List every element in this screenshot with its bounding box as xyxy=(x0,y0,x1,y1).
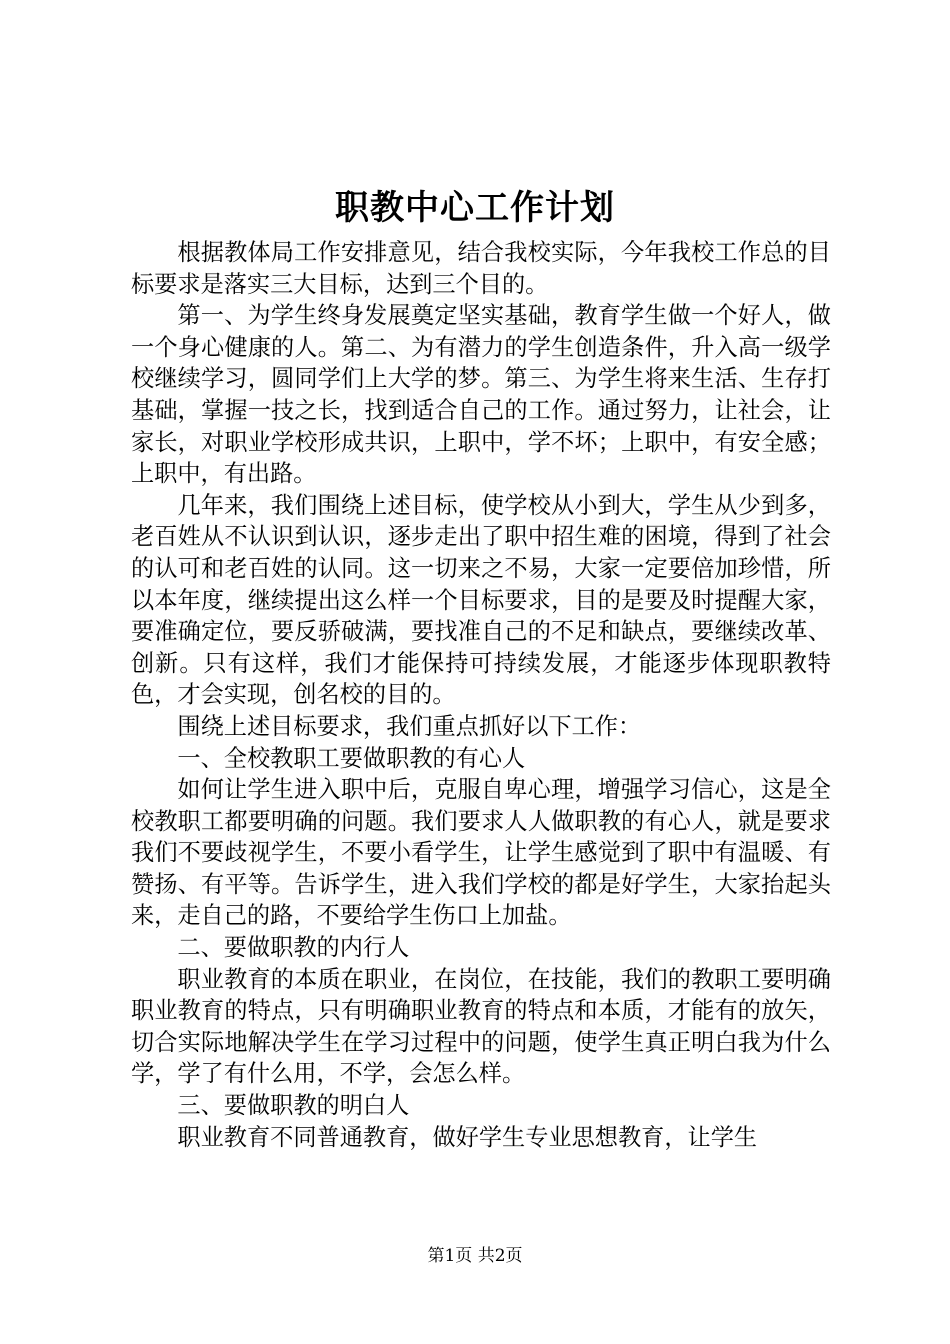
paragraph: 围绕上述目标要求，我们重点抓好以下工作： xyxy=(177,712,642,740)
paragraph: 职业教育不同普通教育，做好学生专业思想教育，让学生 xyxy=(177,1123,758,1151)
section-heading: 一、全校教职工要做职教的有心人 xyxy=(177,744,526,772)
paragraph: 几年来，我们围绕上述目标，使学校从小到大，学生从少到多，老百姓从不认识到认识，逐步走出了职中招生难的困境，得到了社会的认可和老百姓的认同。这一切来之不易，大家一定要倍加珍惜，所以本年度，继续提出这么样一个目标要求，目的是要及时提醒大家，要准确定位，要反骄破满，要找准自己的不足和缺点，要继续改革、创新。只有这样，我们才能保持可持续发展，才能逐步体现职教特色，才会实现，创名校的目的。 xyxy=(131,491,831,709)
section-heading: 二、要做职教的内行人 xyxy=(177,934,410,962)
paragraph: 根据教体局工作安排意见，结合我校实际，今年我校工作总的目标要求是落实三大目标，达到三个目的。 xyxy=(131,239,831,298)
document-title: 职教中心工作计划 xyxy=(335,188,615,228)
section-heading: 三、要做职教的明白人 xyxy=(177,1092,410,1120)
page-footer: 第1页 共2页 xyxy=(427,1246,523,1266)
document-body xyxy=(131,237,831,1153)
paragraph: 职业教育的本质在职业，在岗位，在技能，我们的教职工要明确职业教育的特点，只有明确职业教育的特点和本质，才能有的放矢，切合实际地解决学生在学习过程中的问题，使学生真正明白我为什么学，学了有什么用，不学，会怎么样。 xyxy=(131,965,831,1088)
paragraph: 第一、为学生终身发展奠定坚实基础，教育学生做一个好人，做一个身心健康的人。第二、为有潜力的学生创造条件，升入高一级学校继续学习，圆同学们上大学的梦。第三、为学生将来生活、生存打基础，掌握一技之长，找到适合自己的工作。通过努力，让社会，让家长，对职业学校形成共识，上职中，学不坏；上职中，有安全感；上职中，有出路。 xyxy=(131,302,831,488)
paragraph: 如何让学生进入职中后，克服自卑心理，增强学习信心，这是全校教职工都要明确的问题。我们要求人人做职教的有心人，就是要求我们不要歧视学生，不要小看学生，让学生感觉到了职中有温暖、有赞扬、有平等。告诉学生，进入我们学校的都是好学生，大家抬起头来，走自己的路，不要给学生伤口上加盐。 xyxy=(131,776,831,930)
